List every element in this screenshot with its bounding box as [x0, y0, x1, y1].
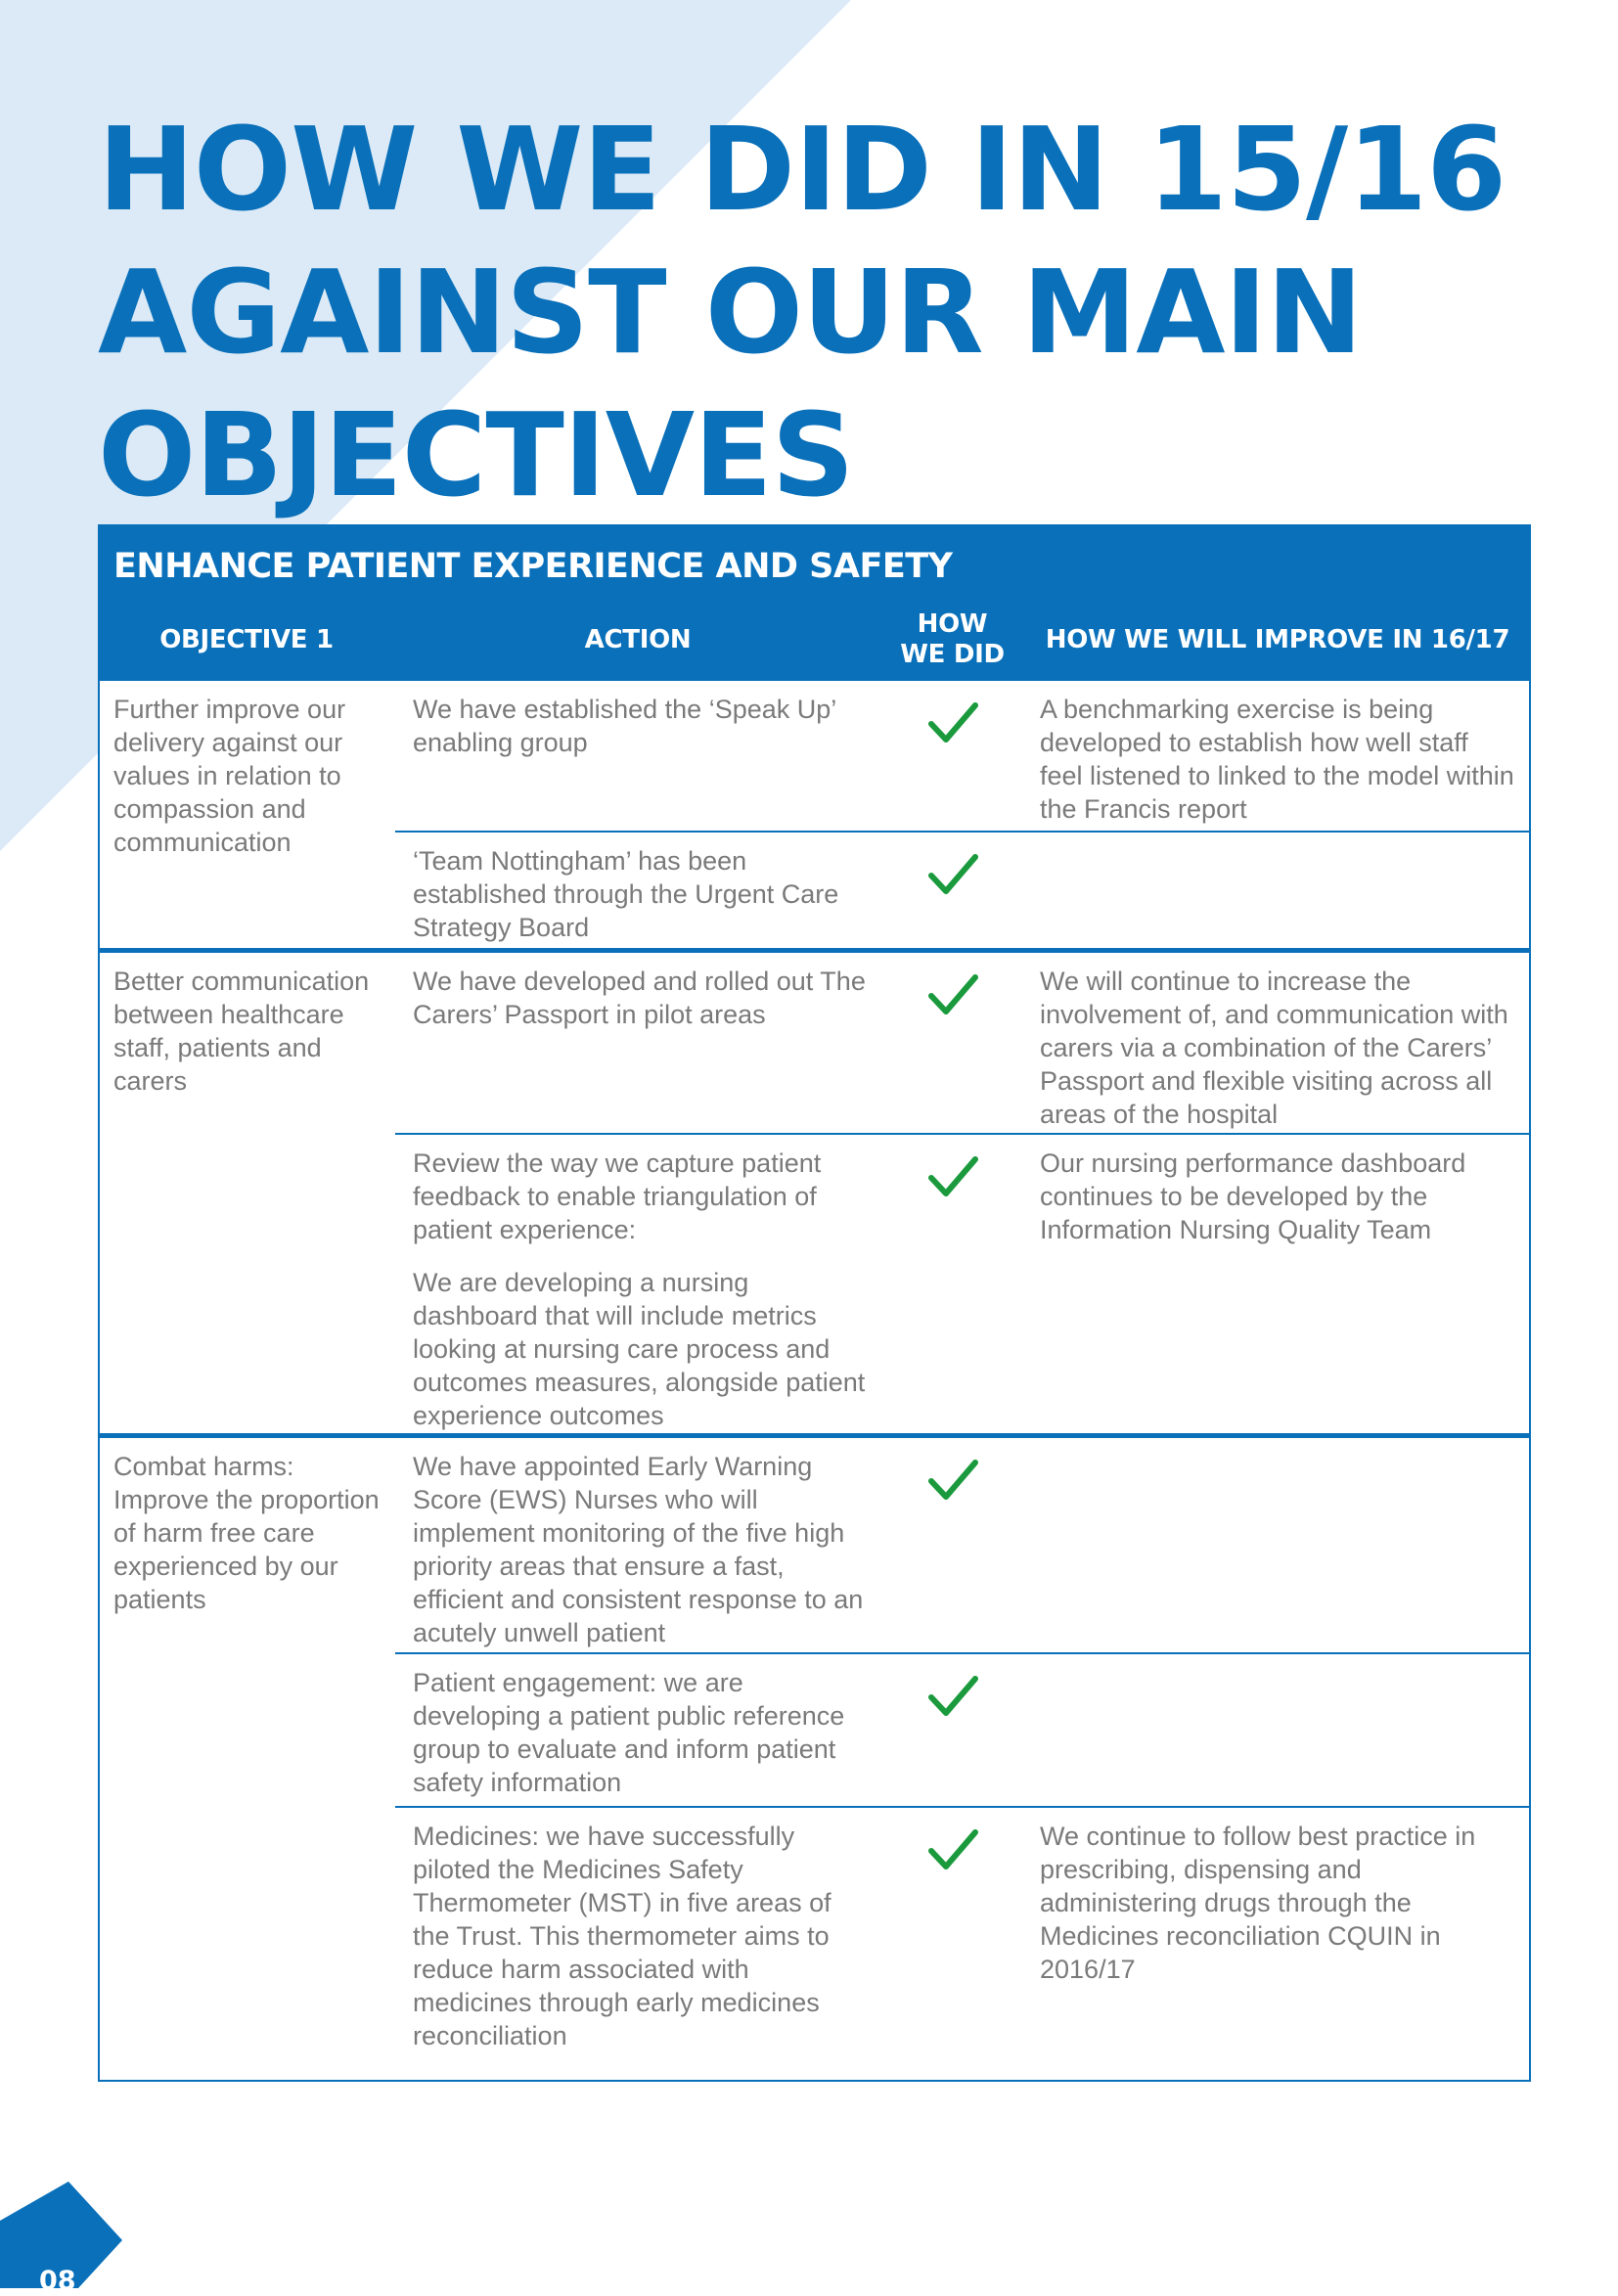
status-cell: [880, 953, 1024, 1133]
table-body: [98, 681, 1531, 2082]
column-headers: [98, 599, 1531, 681]
action-text: ‘Team Nottingham’ has been established through the Urgent Care Strategy Board: [413, 846, 839, 942]
header-how-we-did: [880, 609, 1024, 670]
page-title-line-3: OBJECTIVES: [98, 387, 854, 522]
objectives-table: [98, 524, 1531, 2082]
table-row: [395, 681, 1529, 831]
table-row: [395, 953, 1529, 1133]
header-action: ACTION: [584, 624, 692, 654]
action-cell: [395, 1135, 880, 1433]
action-cell: [395, 681, 880, 831]
status-cell: [880, 1438, 1024, 1652]
objective-cell: Further improve our delivery against our values in relation to compassion and communication: [113, 695, 346, 857]
improve-cell: [1024, 1654, 1529, 1806]
action-text: Medicines: we have successfully piloted the Medicines Safety Thermometer (MST) in five areas of the Trust. This thermometer aims to reduce harm associated with medicines through early medicines reconciliation: [413, 1822, 831, 2050]
page-title: [98, 98, 1516, 526]
action-text: We have established the ‘Speak Up’ enabling group: [413, 695, 836, 757]
action-cell: [395, 833, 880, 948]
table-section-header: [98, 524, 1531, 681]
action-cell: [395, 1438, 880, 1652]
status-cell: [880, 681, 1024, 831]
header-how-we-did-line-2: WE DID: [900, 640, 1005, 669]
objective-cell: Combat harms: Improve the proportion of harm free care experienced by our patients: [113, 1452, 380, 1614]
status-cell: [880, 1808, 1024, 2080]
status-cell: [880, 833, 1024, 948]
checkmark-icon: [926, 1458, 979, 1503]
page-title-line-2: AGAINST OUR MAIN: [98, 245, 1363, 380]
page-number: 08: [39, 2266, 76, 2296]
improve-cell: [1024, 833, 1529, 948]
improve-cell: Our nursing performance dashboard continues to be developed by the Information Nursing Quality Team: [1040, 1148, 1466, 1244]
action-cell: [395, 953, 880, 1133]
checkmark-icon: [926, 700, 979, 745]
objective-group: [100, 953, 1529, 1438]
objective-group: [100, 1438, 1529, 2080]
action-text: We are developing a nursing dashboard that will include metrics looking at nursing care process and outcomes measures, alongside patient experience outcomes: [413, 1268, 866, 1430]
table-row: [395, 1806, 1529, 2080]
header-how-we-did-line-1: HOW: [917, 609, 988, 639]
objective-cell: Better communication between healthcare staff, patients and carers: [113, 967, 370, 1096]
checkmark-icon: [926, 1154, 979, 1199]
table-row: [395, 1133, 1529, 1433]
status-cell: [880, 1654, 1024, 1806]
status-cell: [880, 1135, 1024, 1433]
header-objective: OBJECTIVE 1: [159, 624, 334, 654]
table-row: [395, 1652, 1529, 1806]
action-text: Review the way we capture patient feedback to enable triangulation of patient experience:: [413, 1148, 822, 1244]
checkmark-icon: [926, 1827, 979, 1872]
action-cell: [395, 1808, 880, 2080]
action-text: Patient engagement: we are developing a patient public reference group to evaluate and inform patient safety information: [413, 1668, 845, 1797]
action-text: We have developed and rolled out The Carers’ Passport in pilot areas: [413, 967, 866, 1029]
action-cell: [395, 1654, 880, 1806]
checkmark-icon: [926, 1674, 979, 1719]
improve-cell: We will continue to increase the involvement of, and communication with carers via a combination of the Carers’ Passport and flexible visiting across all areas of the hospital: [1040, 967, 1508, 1129]
table-row: [395, 831, 1529, 948]
improve-cell: A benchmarking exercise is being developed to establish how well staff feel listened to linked to the model within the Francis report: [1040, 695, 1514, 824]
objective-group: [100, 681, 1529, 953]
header-improve: HOW WE WILL IMPROVE IN 16/17: [1045, 624, 1510, 654]
improve-cell: [1024, 1438, 1529, 1652]
section-title: ENHANCE PATIENT EXPERIENCE AND SAFETY: [113, 547, 953, 586]
checkmark-icon: [926, 852, 979, 897]
table-row: [395, 1438, 1529, 1652]
checkmark-icon: [926, 972, 979, 1017]
action-text: We have appointed Early Warning Score (EWS) Nurses who will implement monitoring of the five high priority areas that ensure a fast, efficient and consistent response to an acutely unwell patient: [413, 1452, 864, 1647]
page-title-line-1: HOW WE DID IN 15/16: [98, 102, 1506, 237]
improve-cell: We continue to follow best practice in prescribing, dispensing and administering drugs through the Medicines reconciliation CQUIN in 2016/17: [1040, 1822, 1476, 1984]
